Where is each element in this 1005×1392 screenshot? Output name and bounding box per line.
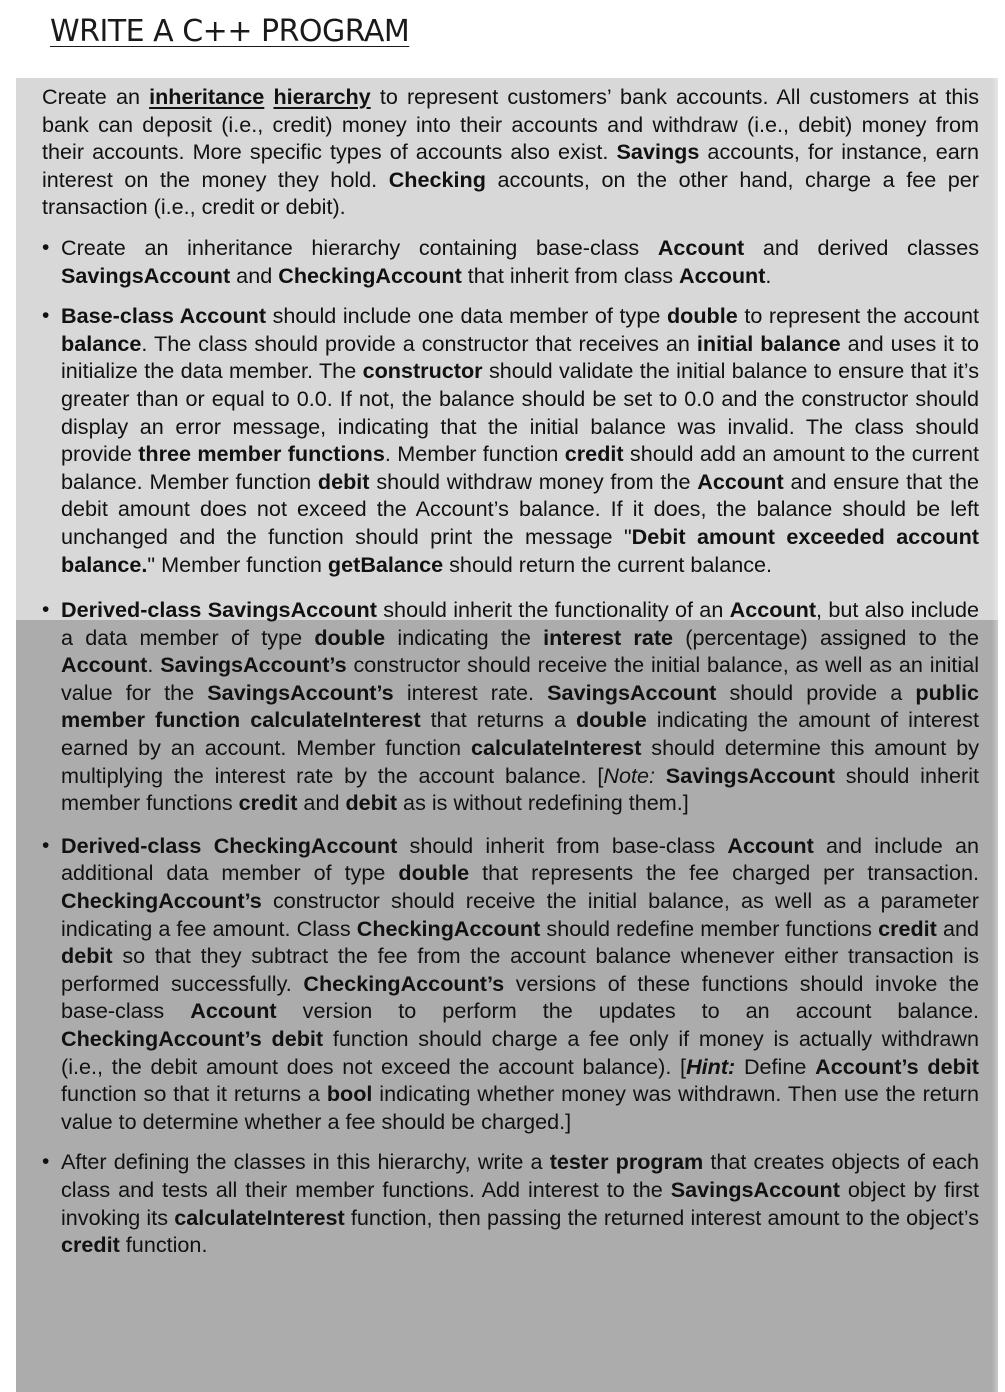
bullet-icon: • — [42, 235, 50, 259]
requirement-base-account: • Base-class Account should include one data member of type double to represent the account balance. The class should provide a constructor that receives an initial balance and uses it to initialize the data member. The constructor should validate the initial balance to ensure that it’s greater than or equal to 0.0. If not, the balance should be set to 0.0 and the constructor should display an error message, indicating that the initial balance was invalid. The class should provide three member functions. Member function credit should add an amount to the current balance. Member function debit should withdraw money from the Account and ensure that the debit amount does not exceed the Account’s balance. If it does, the balance should be left unchanged and the function should print the message "Debit amount exceeded account balance." Member function getBalance should return the current balance. — [42, 303, 979, 577]
requirement-savings-account: • Derived-class SavingsAccount should inherit the functionality of an Account, but also include a data member of type double indicating the interest rate (percentage) assigned to the Account. SavingsAccount’s constructor should receive the initial balance, as well as an initial value for the SavingsAccount’s interest rate. SavingsAccount should provide a public member function calculateInterest that returns a double indicating the amount of interest earned by an account. Member function calculateInterest should determine this amount by multiplying the interest rate by the account balance. [Note: SavingsAccount should inherit member functions credit and debit as is without redefining them.] — [42, 597, 980, 816]
keyword-inheritance: inheritance — [149, 84, 265, 109]
bullet-icon: • — [42, 1150, 50, 1174]
requirement-hierarchy: • Create an inheritance hierarchy containing base-class Account and derived classes SavingsAccount and CheckingAccount that inherit from class Account. — [42, 234, 979, 288]
panel-edge — [992, 620, 998, 1392]
bullet-icon: • — [42, 304, 50, 328]
assignment-content — [42, 83, 979, 1272]
requirements-list — [42, 234, 979, 1259]
panel-edge — [992, 78, 998, 620]
bullet-icon: • — [42, 598, 50, 622]
requirement-checking-account: • Derived-class CheckingAccount should inherit from base-class Account and include an additional data member of type double that represents the fee charged per transaction. CheckingAccount’s constructor should receive the initial balance, as well as a parameter indicating a fee amount. Class CheckingAccount should redefine member functions credit and debit so that they subtract the fee from the account balance whenever either transaction is performed successfully. CheckingAccount’s versions of these functions should invoke the base-class Account version to perform the updates to an account balance. CheckingAccount’s debit function should charge a fee only if money is actually withdrawn (i.e., the debit amount does not exceed the account balance). [Hint: Define Account’s debit function so that it returns a bool indicating whether money was withdrawn. Then use the return value to determine whether a fee should be charged.] — [42, 832, 980, 1134]
requirement-tester-program: • After defining the classes in this hierarchy, write a tester program that creates objects of each class and tests all their member functions. Add interest to the SavingsAccount object by first invoking its calculateInterest function, then passing the returned interest amount to the object’s credit function. — [42, 1149, 980, 1258]
intro-paragraph: Create an inheritance hierarchy to represent customers’ bank accounts. All customers at this bank can deposit (i.e., credit) money into their accounts and withdraw (i.e., debit) money from their accounts. More specific types of accounts also exist. Savings accounts, for instance, earn interest on the money they hold. Checking accounts, on the other hand, charge a fee per transaction (i.e., credit or debit). — [42, 84, 979, 220]
keyword-hierarchy: hierarchy — [273, 84, 371, 109]
bullet-icon: • — [42, 833, 50, 857]
page-title: WRITE A C++ PROGRAM — [50, 14, 410, 49]
